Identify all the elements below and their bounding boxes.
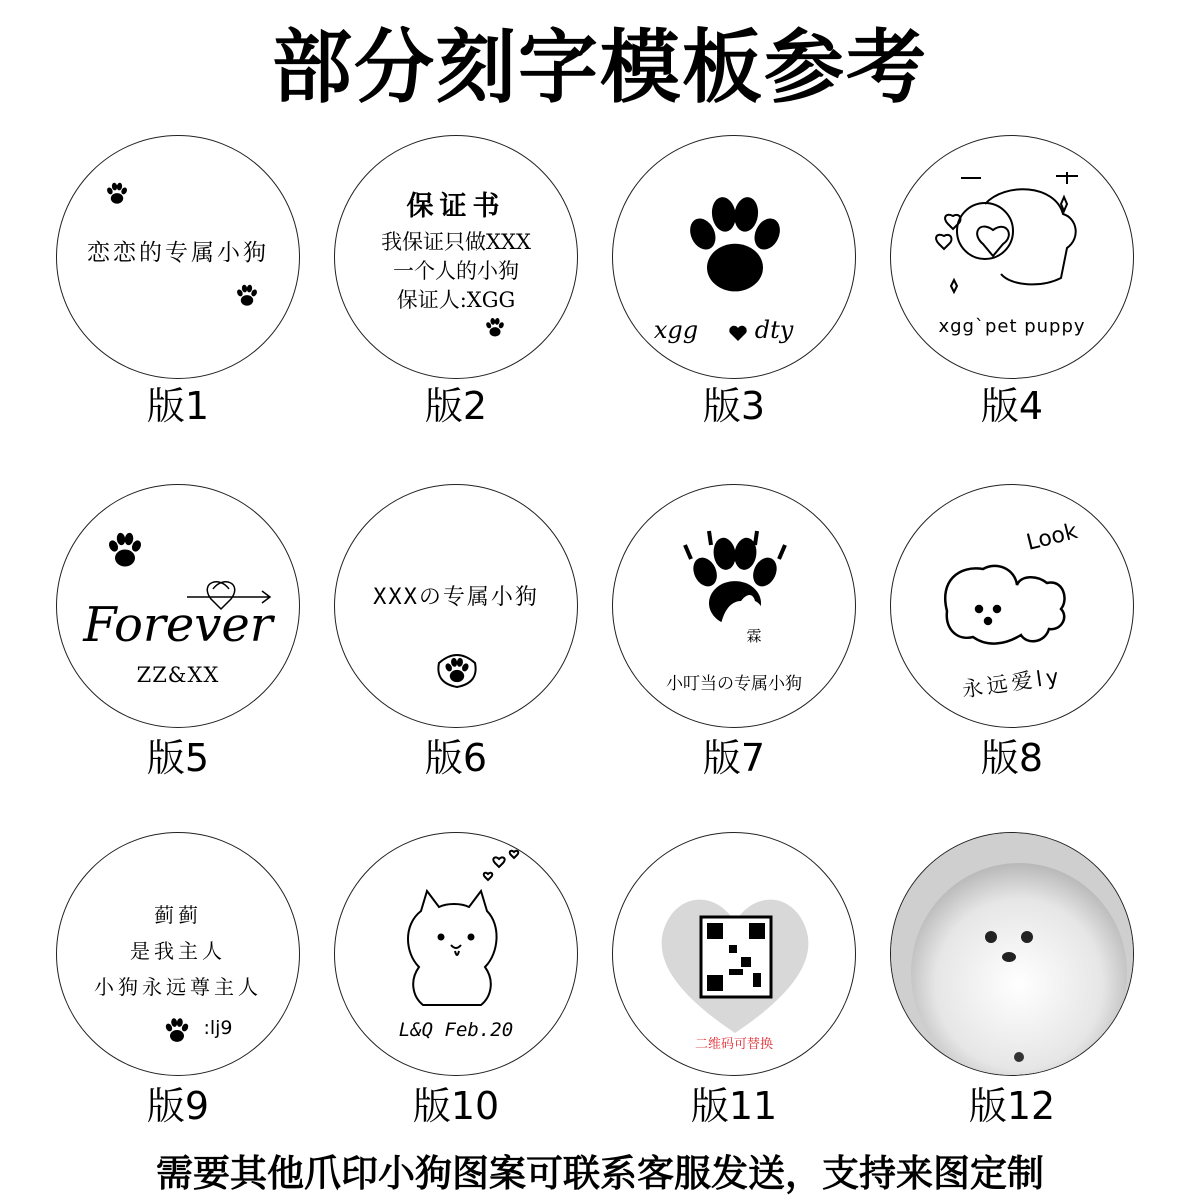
engraving-script-text: Forever (83, 597, 273, 653)
engraving-text: 小狗永远尊主人 (94, 975, 262, 999)
engraving-text: 蓟蓟 (154, 903, 202, 927)
engraving-text: ZZ&XX (136, 663, 220, 687)
engraving-text: xgg (653, 316, 699, 344)
template-disc-3[interactable] (612, 135, 856, 379)
engraving-text: 我保证只做XXX (381, 230, 531, 254)
template-disc-12[interactable] (890, 832, 1134, 1076)
template-label-5: 版5 (146, 736, 210, 780)
engraving-text: Look (1023, 519, 1081, 556)
engraving-text: dty (754, 316, 794, 344)
engraving-text: 小叮当の专属小狗 (666, 674, 802, 694)
engraving-text: 是我主人 (130, 939, 226, 963)
engraving-text: 保证人:XGG (396, 288, 516, 312)
template-label-9: 版9 (146, 1084, 210, 1128)
template-label-10: 版10 (412, 1084, 500, 1128)
template-disc-2[interactable] (334, 135, 578, 379)
template-disc-6[interactable] (334, 484, 578, 728)
engraving-text: 永远爱ly (960, 664, 1064, 702)
template-disc-10[interactable] (334, 832, 578, 1076)
engraving-text: XXXの专属小狗 (373, 585, 539, 610)
engraving-text: 一个人的小狗 (393, 259, 519, 283)
template-disc-11[interactable] (612, 832, 856, 1076)
template-disc-5[interactable] (56, 484, 300, 728)
template-label-4: 版4 (980, 384, 1044, 428)
template-disc-1[interactable] (56, 135, 300, 379)
template-disc-9[interactable] (56, 832, 300, 1076)
template-label-12: 版12 (968, 1084, 1056, 1128)
hearts-icon (484, 851, 518, 880)
pomeranian-photo (891, 833, 1134, 1076)
puppy-hug-icon (891, 136, 1134, 379)
page-title: 部分刻字模板参考 (272, 21, 928, 114)
engraving-text: :lj9 (203, 1017, 233, 1039)
footer-note: 需要其他爪印小狗图案可联系客服发送，支持来图定制 (156, 1152, 1044, 1195)
template-label-2: 版2 (424, 384, 488, 428)
template-disc-4[interactable] (890, 135, 1134, 379)
template-label-7: 版7 (702, 736, 766, 780)
template-label-6: 版6 (424, 736, 488, 780)
engraving-text: 二维码可替换 (694, 1037, 773, 1052)
engraving-heading: 保证书 (406, 191, 506, 222)
template-disc-8[interactable] (890, 484, 1134, 728)
template-label-8: 版8 (980, 736, 1044, 780)
engraving-text: 恋恋的专属小狗 (87, 240, 269, 266)
template-label-3: 版3 (702, 384, 766, 428)
engraving-text: xgg`pet puppy (938, 316, 1086, 337)
template-label-11: 版11 (690, 1084, 778, 1128)
engraving-text: 霖 (746, 627, 762, 645)
engraving-text: L&Q Feb.20 (398, 1019, 514, 1041)
template-label-1: 版1 (146, 384, 210, 428)
template-disc-7[interactable] (612, 484, 856, 728)
